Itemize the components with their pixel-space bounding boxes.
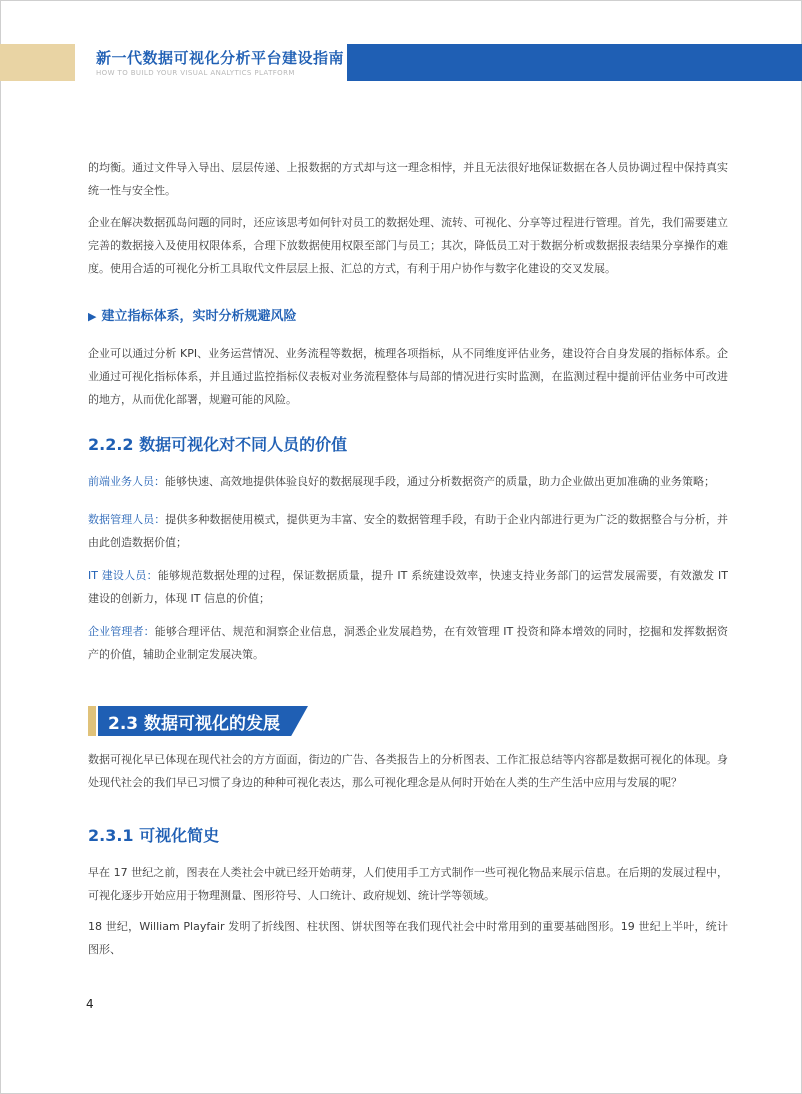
triangle-bullet-icon: ▶ xyxy=(88,310,97,323)
section-banner xyxy=(88,706,308,736)
role-frontend xyxy=(88,470,728,493)
role-data-manager-text: 提供多种数据使用模式，提供更为丰富、安全的数据管理手段，有助于企业内部进行更为广泛的数据整合与分析，并由此创造数据价值； xyxy=(88,513,729,549)
role-manager-text: 能够合理评估、规范和洞察企业信息，洞悉企业发展趋势，在有效管理 IT 投资和降本增效的同时，挖掘和发挥数据资产的价值，辅助企业制定发展决策。 xyxy=(88,625,729,661)
role-frontend-label: 前端业务人员： xyxy=(88,475,165,488)
sub-heading-indicators xyxy=(88,305,296,324)
paragraph-1: 的均衡。通过文件导入导出、层层传递、上报数据的方式却与这一理念相悖，并且无法很好地保证数据在各人员协调过程中保持真实统一性与安全性。 xyxy=(88,161,728,197)
header-subtitle: HOW TO BUILD YOUR VISUAL ANALYTICS PLATFORM xyxy=(96,69,295,77)
role-it xyxy=(88,564,728,610)
header-title-box xyxy=(80,44,345,81)
role-frontend-text: 能够快速、高效地提供体验良好的数据展现手段，通过分析数据资产的质量，助力企业做出更加准确的业务策略； xyxy=(165,475,715,488)
paragraph-6: 18 世纪，William Playfair 发明了折线图、柱状图、饼状图等在我们现代社会中时常用到的重要基础图形。19 世纪上半叶，统计图形、 xyxy=(88,920,728,956)
role-it-label: IT 建设人员： xyxy=(88,569,158,582)
heading-2-3-1: 2.3.1 可视化简史 xyxy=(88,826,220,845)
role-data-manager xyxy=(88,508,728,554)
paragraph-2: 企业在解决数据孤岛问题的同时，还应该思考如何针对员工的数据处理、流转、可视化、分享等过程进行管理。首先，我们需要建立完善的数据接入及使用权限体系，合理下放数据使用权限至部门与员工；其次，降低员工对于数据分析或数据报表结果分享操作的难度。使用合适的可视化分析工具取代文件层层上报、汇总的方式，有利于用户协作与数字化建设的交叉发展。 xyxy=(88,216,728,275)
sub-heading-text: 建立指标体系，实时分析规避风险 xyxy=(101,309,297,324)
role-manager-label: 企业管理者： xyxy=(88,625,155,638)
paragraph-5: 早在 17 世纪之前，图表在人类社会中就已经开始萌芽，人们使用手工方式制作一些可视化物品来展示信息。在后期的发展过程中，可视化逐步开始应用于物理测量、图形符号、人口统计、政府规划、统计学等领域。 xyxy=(88,866,728,902)
role-data-manager-label: 数据管理人员： xyxy=(88,513,166,526)
paragraph-3: 企业可以通过分析 KPI、业务运营情况、业务流程等数据，梳理各项指标，从不同维度评估业务，建设符合自身发展的指标体系。企业通过可视化指标体系，并且通过监控指标仪表板对业务流程整体与局部的情况进行实时监测，在监测过程中提前评估业务中可改进的地方，从而优化部署，规避可能的风险。 xyxy=(88,347,728,406)
header-gold-block xyxy=(0,44,75,81)
role-manager xyxy=(88,620,728,666)
heading-2-2-2: 2.2.2 数据可视化对不同人员的价值 xyxy=(88,435,348,454)
header-title: 新一代数据可视化分析平台建设指南 xyxy=(96,49,345,67)
paragraph-4: 数据可视化早已体现在现代社会的方方面面，街边的广告、各类报告上的分析图表、工作汇报总结等内容都是数据可视化的体现。身处现代社会的我们早已习惯了身边的种种可视化表达，那么可视化理念是从何时开始在人类的生产生活中应用与发展的呢？ xyxy=(88,753,728,789)
section-banner-gold-bar xyxy=(88,706,96,736)
header-blue-block xyxy=(347,44,802,81)
role-it-text: 能够规范数据处理的过程，保证数据质量，提升 IT 系统建设效率，快速支持业务部门的运营发展需要，有效激发 IT 建设的创新力，体现 IT 信息的价值； xyxy=(88,569,728,605)
section-title: 2.3 数据可视化的发展 xyxy=(108,714,281,734)
page-number: 4 xyxy=(86,997,94,1011)
